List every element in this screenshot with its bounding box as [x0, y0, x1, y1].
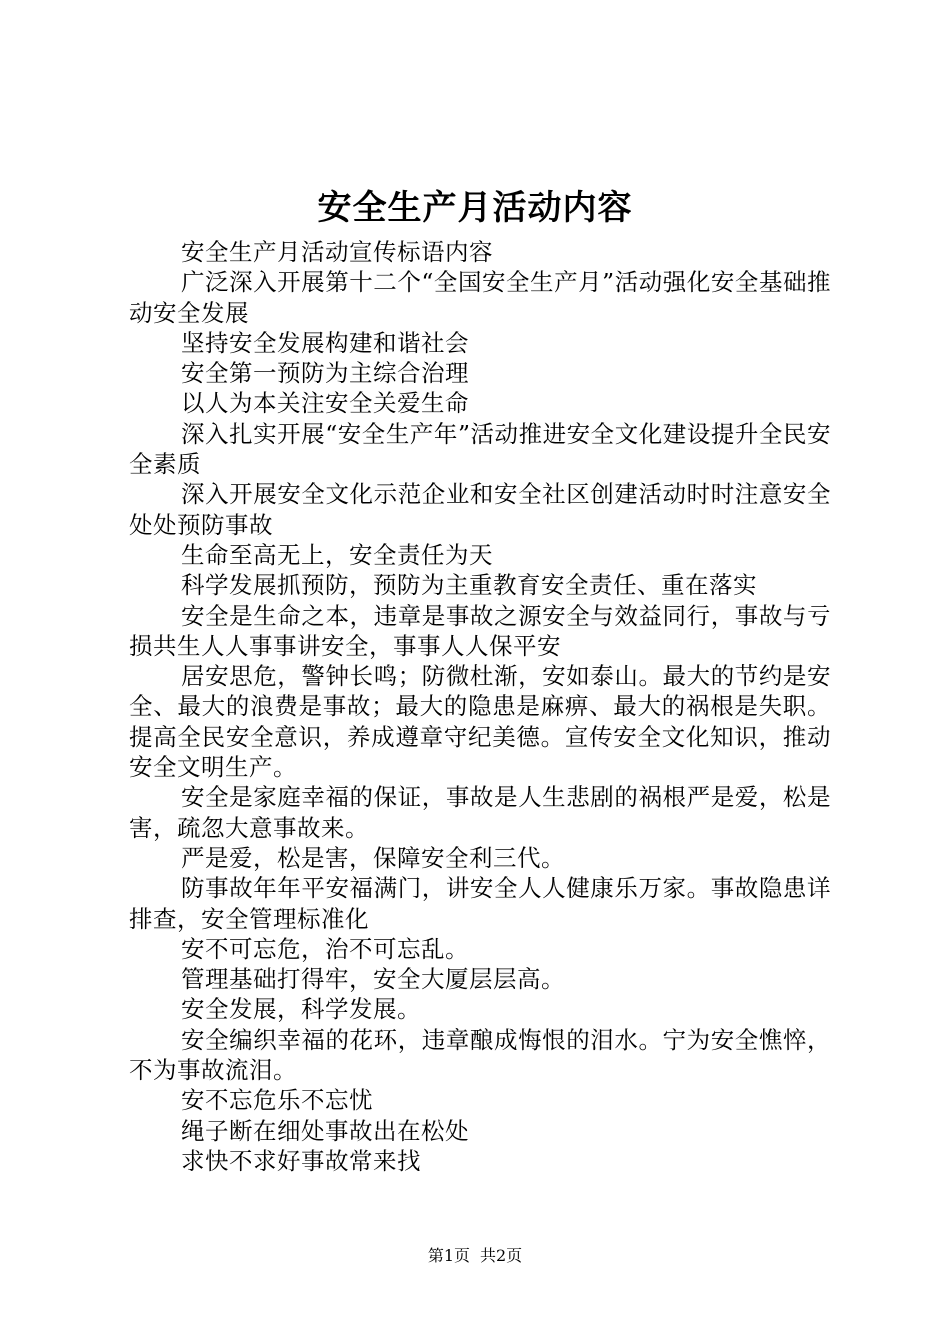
paragraph: 深入开展安全文化示范企业和安全社区创建活动时时注意安全处处预防事故: [129, 480, 831, 539]
paragraph: 坚持安全发展构建和谐社会: [181, 328, 469, 357]
paragraph: 深入扎实开展“安全生产年”活动推进安全文化建设提升全民安全素质: [129, 419, 831, 479]
paragraph: 求快不求好事故常来找: [181, 1146, 421, 1175]
paragraph: 防事故年年平安福满门，讲安全人人健康乐万家。事故隐患详排查，安全管理标准化: [129, 874, 831, 933]
paragraph: 安全编织幸福的花环，违章酿成悔恨的泪水。宁为安全憔悴，不为事故流泪。: [129, 1025, 831, 1085]
paragraph: 安全是家庭幸福的保证，事故是人生悲剧的祸根严是爱，松是害，疏忽大意事故来。: [129, 783, 831, 842]
paragraph: 绳子断在细处事故出在松处: [181, 1116, 469, 1145]
page-title: 安全生产月活动内容: [317, 188, 633, 228]
paragraph: 安全是生命之本，违章是事故之源安全与效益同行，事故与亏损共生人人事事讲安全，事事人人保平安: [129, 601, 831, 660]
paragraph: 管理基础打得牢，安全大厦层层高。: [181, 965, 565, 994]
paragraph: 安不可忘危，治不可忘乱。: [181, 934, 469, 963]
paragraph: 广泛深入开展第十二个“全国安全生产月”活动强化安全基础推动安全发展: [129, 268, 831, 327]
paragraph: 以人为本关注安全关爱生命: [181, 389, 469, 418]
paragraph: 安全发展，科学发展。: [181, 995, 421, 1024]
paragraph: 安全第一预防为主综合治理: [181, 359, 469, 388]
page-number-current: 第1页: [427, 1246, 470, 1265]
paragraph: 科学发展抓预防，预防为主重教育安全责任、重在落实: [181, 571, 757, 600]
paragraph: 居安思危，警钟长鸣；防微杜渐，安如泰山。最大的节约是安全、最大的浪费是事故；最大的隐患是麻痹、最大的祸根是失职。提高全民安全意识，养成遵章守纪美德。宣传安全文化知识，推动安全文明生产。: [129, 662, 831, 782]
page-footer: [0, 1246, 950, 1266]
paragraph: 严是爱，松是害，保障安全利三代。: [181, 843, 565, 872]
document-body: [129, 237, 831, 1176]
paragraph: 生命至高无上，安全责任为天: [181, 540, 493, 569]
page-number-total: 共2页: [480, 1246, 523, 1265]
paragraph: 安不忘危乐不忘忧: [181, 1086, 373, 1115]
paragraph: 安全生产月活动宣传标语内容: [181, 238, 493, 266]
